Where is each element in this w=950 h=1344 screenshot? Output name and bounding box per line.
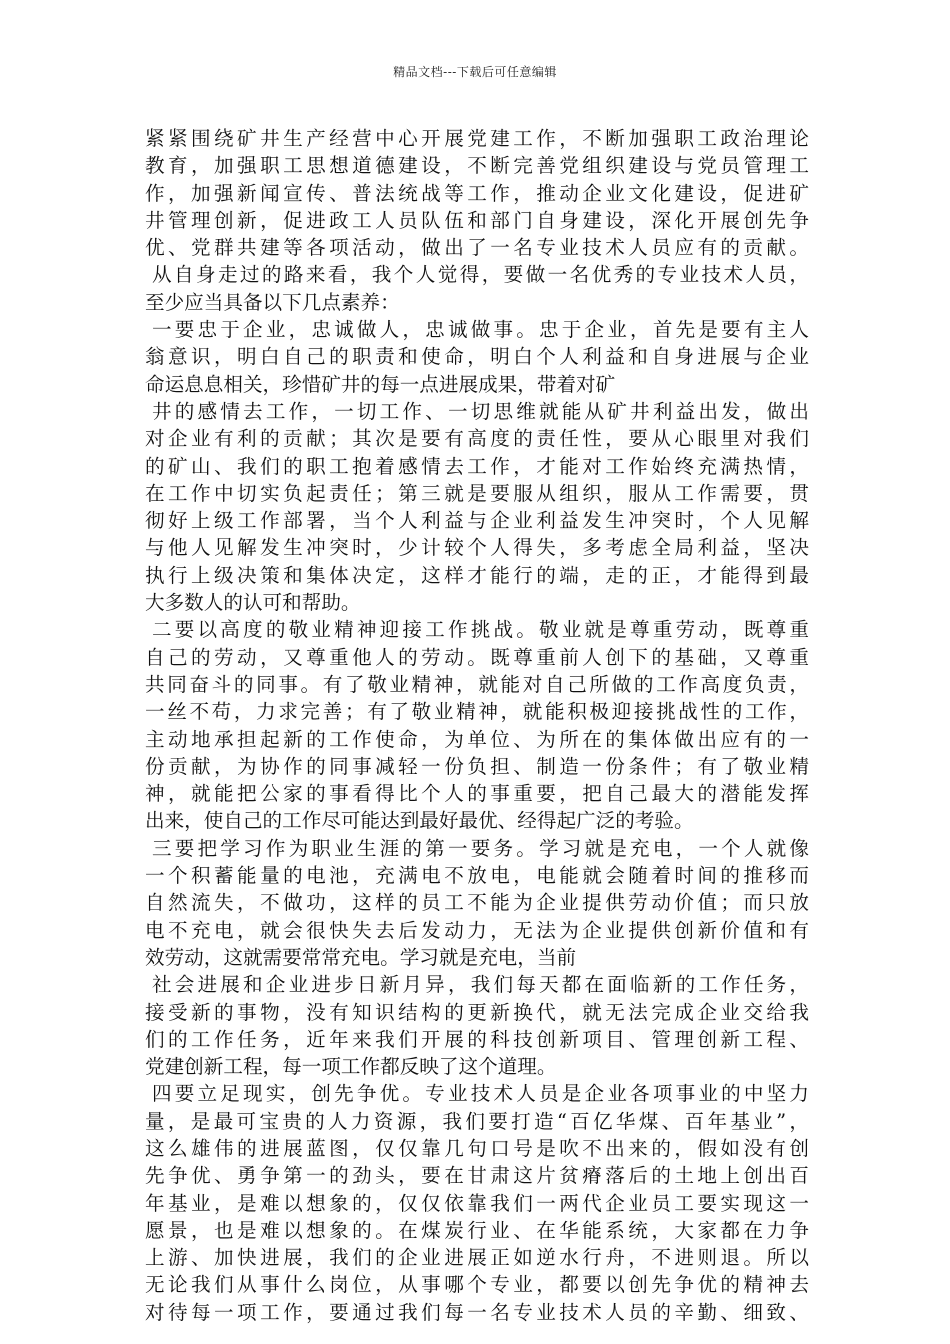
text-line: 二要以高度的敬业精神迎接工作挑战。敬业就是尊重劳动，既尊重 [152,618,809,642]
text-line: 紧紧围绕矿井生产经营中心开展党建工作，不断加强职工政治理论 [145,127,809,150]
text-line: 从自身走过的路来看，我个人觉得，要做一名优秀的专业技术人员， [152,263,809,287]
text-line: 翁意识，明白自己的职责和使命，明白个人利益和自身进展与企业 [145,345,809,369]
text-line: 彻好上级工作部署，当个人利益与企业利益发生冲突时，个人见解 [145,509,809,533]
text-line: 份贡献，为协作的同事减轻一份负担、制造一份条件；有了敬业精 [145,754,809,778]
text-line: 井管理创新，促进政工人员队伍和部门自身建设，深化开展创先争 [145,208,809,232]
text-line: 在工作中切实负起责任；第三就是要服从组织，服从工作需要，贯 [145,481,809,505]
text-line: 一要忠于企业，忠诚做人，忠诚做事。忠于企业，首先是要有主人 [152,318,809,342]
text-line: 愿景，也是难以想象的。在煤炭行业、在华能系统，大家都在力争 [145,1218,809,1242]
text-line: 主动地承担起新的工作使命，为单位、为所在的集体做出应有的一 [145,727,809,751]
text-line: 的矿山、我们的职工抱着感情去工作，才能对工作始终充满热情， [145,454,809,478]
text-line: 与他人见解发生冲突时，少计较个人得失，多考虑全局利益，坚决 [145,536,809,560]
text-line: 三要把学习作为职业生涯的第一要务。学习就是充电，一个人就像 [152,836,809,860]
page-header: 精品文档---下载后可任意编辑 [393,65,557,79]
text-line: 执行上级决策和集体决定，这样才能行的端，走的正，才能得到最 [145,563,809,587]
document-body [145,125,809,1326]
text-line: 电不充电，就会很快失去后发动力，无法为企业提供创新价值和有 [145,918,809,942]
text-line: 这么雄伟的进展蓝图，仅仅靠几句口号是吹不出来的，假如没有创 [145,1136,809,1160]
text-line: 四要立足现实，创先争优。专业技术人员是企业各项事业的中坚力 [152,1082,809,1106]
text-line: 一丝不苟，力求完善；有了敬业精神，就能积极迎接挑战性的工作， [145,700,809,724]
text-line: 对企业有利的贡献；其次是要有高度的责任性，要从心眼里对我们 [145,427,809,451]
text-line: 大多数人的认可和帮助。 [145,591,361,615]
text-line: 接受新的事物，没有知识结构的更新换代，就无法完成企业交给我 [145,1000,809,1024]
text-line: 至少应当具备以下几点素养： [145,290,400,314]
text-line: 自己的劳动，又尊重他人的劳动。既尊重前人创下的基础，又尊重 [145,645,809,669]
text-line: 神，就能把公家的事看得比个人的事重要，把自己最大的潜能发挥 [145,782,809,806]
text-line: 教育，加强职工思想道德建设，不断完善党组织建设与党员管理工 [145,154,809,178]
text-line: 们的工作任务，近年来我们开展的科技创新项目、管理创新工程、 [145,1027,809,1051]
text-line: 对待每一项工作，要通过我们每一名专业技术人员的辛勤、细致、 [145,1300,809,1324]
text-line: 命运息息相关，珍惜矿井的每一点进展成果，带着对矿 [145,372,616,396]
text-line: 自然流失，不做功，这样的员工不能为企业提供劳动价值；而只放 [145,891,809,915]
text-line: 优、党群共建等各项活动，做出了一名专业技术人员应有的贡献。 [145,236,809,260]
text-line: 作，加强新闻宣传、普法统战等工作，推动企业文化建设，促进矿 [145,181,809,205]
text-line: 出来，使自己的工作尽可能达到最好最优、经得起广泛的考验。 [145,809,694,833]
text-line: 共同奋斗的同事。有了敬业精神，就能对自己所做的工作高度负责， [145,672,809,696]
text-line: 井的感情去工作，一切工作、一切思维就能从矿井利益出发，做出 [152,399,809,423]
text-line: 先争优、勇争第一的劲头，要在甘肃这片贫瘠落后的土地上创出百 [145,1164,809,1188]
text-line: 年基业，是难以想象的，仅仅依靠我们一两代企业员工要实现这一 [145,1191,809,1215]
text-line: 党建创新工程，每一项工作都反映了这个道理。 [145,1055,557,1079]
text-line: 效劳动，这就需要常常充电。学习就是充电，当前 [145,945,577,969]
text-line: 上游、加快进展，我们的企业进展正如逆水行舟，不进则退。所以 [145,1246,809,1270]
text-line: 社会进展和企业进步日新月异，我们每天都在面临新的工作任务， [152,973,809,997]
text-line: 一个积蓄能量的电池，充满电不放电，电能就会随着时间的推移而 [145,864,809,888]
text-line: 无论我们从事什么岗位，从事哪个专业，都要以创先争优的精神去 [145,1273,809,1297]
text-line: 量，是最可宝贵的人力资源，我们要打造“百亿华煤、百年基业”， [145,1109,809,1133]
